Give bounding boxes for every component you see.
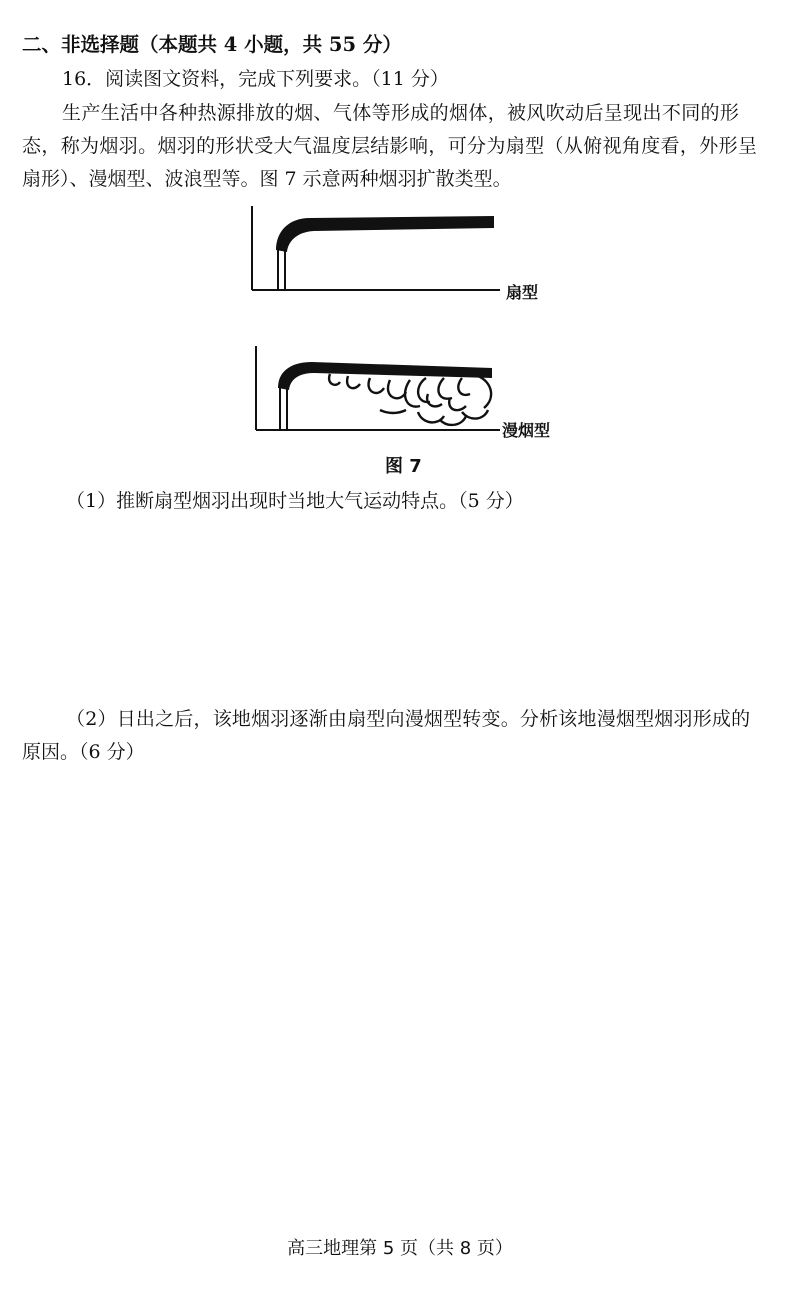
figure-caption: 图 7 — [385, 456, 422, 477]
fumigation-type-label: 漫烟型 — [502, 421, 551, 440]
sub-question-1: （1）推断扇型烟羽出现时当地大气运动特点。（5 分） — [66, 490, 524, 512]
fumigation-plume-panel — [256, 346, 500, 430]
page-footer: 高三地理第 5 页（共 8 页） — [287, 1238, 513, 1259]
fumigation-plume-billows — [329, 374, 491, 425]
plume-figure — [230, 198, 570, 448]
sub-question-2-line-2: 原因。（6 分） — [22, 741, 145, 763]
question-paragraph-line-1: 生产生活中各种热源排放的烟、气体等形成的烟体，被风吹动后呈现出不同的形 — [62, 102, 740, 124]
fan-plume-shape — [276, 216, 494, 252]
sub-question-2-line-1: （2）日出之后，该地烟羽逐渐由扇型向漫烟型转变。分析该地漫烟型烟羽形成的 — [66, 708, 751, 730]
question-title: 16．阅读图文资料，完成下列要求。（11 分） — [62, 68, 449, 90]
fan-plume-panel — [252, 206, 500, 290]
question-paragraph-line-2: 态，称为烟羽。烟羽的形状受大气温度层结影响，可分为扇型（从俯视角度看，外形呈 — [22, 135, 758, 157]
fumigation-plume-top — [278, 362, 492, 390]
fan-type-label: 扇型 — [506, 283, 539, 302]
question-paragraph-line-3: 扇形）、漫烟型、波浪型等。图 7 示意两种烟羽扩散类型。 — [22, 168, 512, 190]
plume-diagram — [230, 198, 570, 448]
section-heading: 二、非选择题（本题共 4 小题，共 55 分） — [22, 33, 402, 56]
